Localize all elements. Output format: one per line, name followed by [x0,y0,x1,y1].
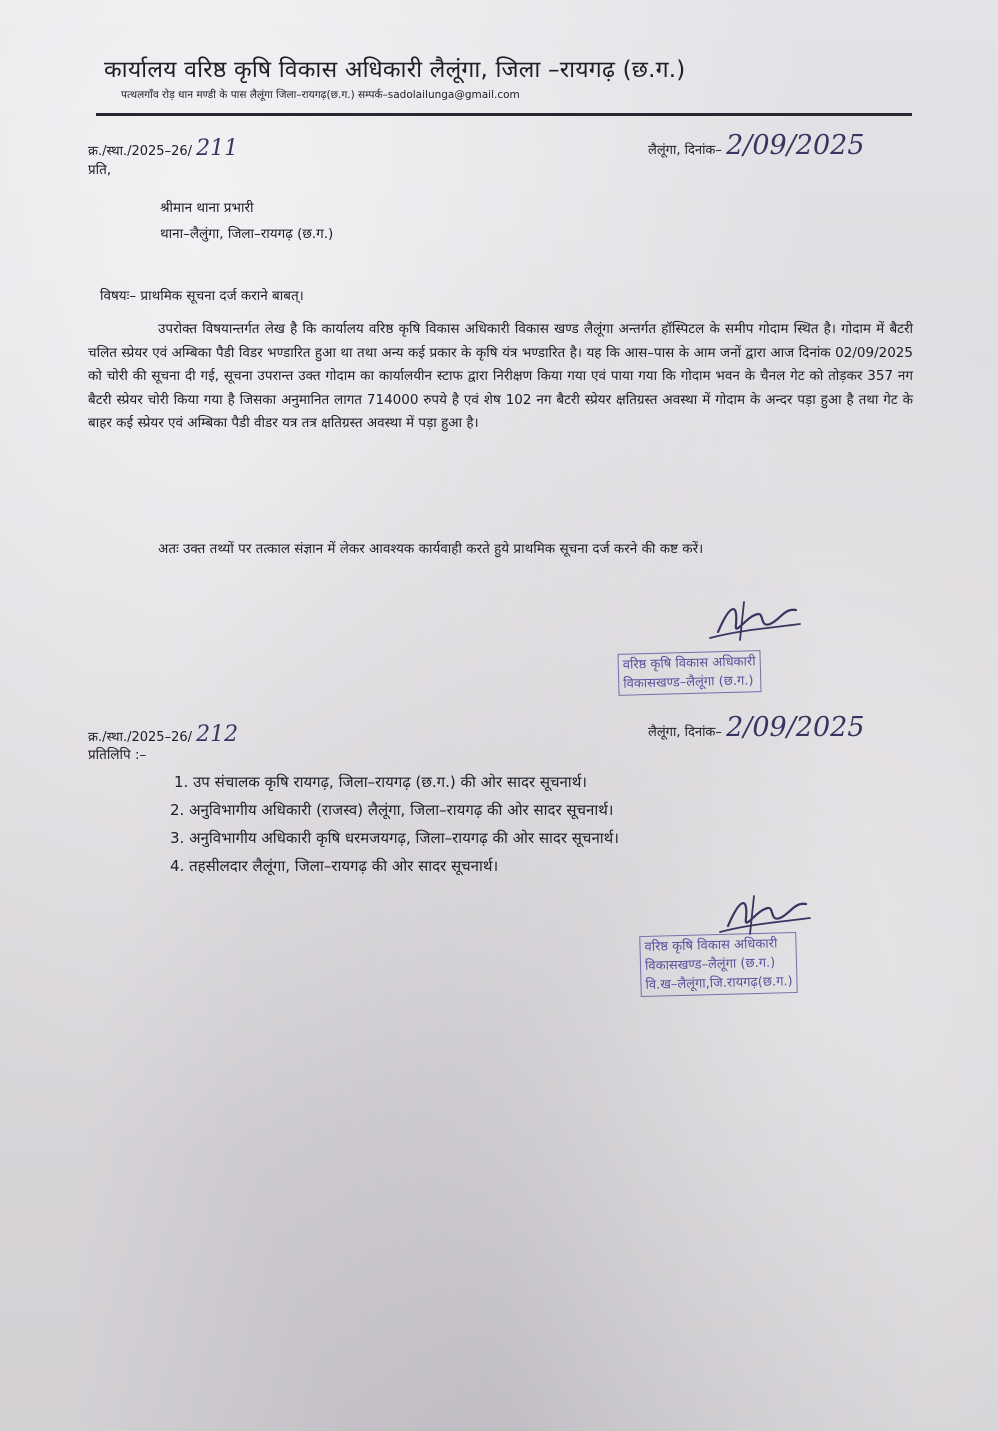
letter-reference [88,136,238,161]
copy-recipient-4: 4. तहसीलदार लैलूंगा, जिला–रायगढ़ की ओर सादर सूचनार्थ। [170,857,499,875]
to-label: प्रति, [88,162,112,178]
copy-reference-number-handwritten: 212 [196,722,239,747]
letter-place-date [648,130,865,161]
place-date-label: लैलूंगा, दिनांक– [648,143,722,158]
stamp-2-line-2: विकासखण्ड–लैलूंगा (छ.ग.) [644,955,776,974]
stamp-1-line-1: वरिष्ठ कृषि विकास अधिकारी [622,654,756,673]
reference-prefix: क्र./स्था./2025–26/ [88,144,192,159]
copy-recipient-1: 1. उप संचालक कृषि रायगढ़, जिला–रायगढ़ (छ.ग.) की ओर सादर सूचनार्थ। [174,773,587,791]
copy-recipient-2: 2. अनुविभागीय अधिकारी (राजस्व) लैलूंगा, जिला–रायगढ़ की ओर सादर सूचनार्थ। [170,801,614,819]
official-stamp-2 [639,932,798,997]
office-title: कार्यालय वरिष्ठ कृषि विकास अधिकारी लैलूंगा, जिला –रायगढ़ (छ.ग.) [104,57,686,83]
addressee-line-1: श्रीमान थाना प्रभारी [160,200,254,216]
copy-place-date-label: लैलूंगा, दिनांक– [648,725,722,740]
official-stamp-1 [617,650,761,696]
copy-reference [88,722,238,747]
date-handwritten: 2/09/2025 [726,130,865,161]
subject-line: विषयः– प्राथमिक सूचना दर्ज कराने बाबत्। [100,288,304,304]
stamp-1-line-2: विकासखण्ड–लैलूंगा (छ.ग.) [623,673,754,692]
stamp-2-line-3: वि.ख–लैलूंगा,जि.रायगढ़(छ.ग.) [645,974,793,993]
stamp-2-line-1: वरिष्ठ कृषि विकास अधिकारी [644,936,778,955]
copy-label: प्रतिलिपि :– [88,747,147,763]
body-paragraph-1: उपरोक्त विषयान्तर्गत लेख है कि कार्यालय वरिष्ठ कृषि विकास अधिकारी विकास खण्ड लैलूंगा अन्तर्गत हॉस्पिटल के समीप गोदाम स्थित है। गोदाम में बैटरी चलित स्प्रेयर एवं अम्बिका पैडी विडर भण्डारित हुआ था तथा अन्य कई प्रकार के कृषि यंत्र भण्डारित है। यह कि आस–पास के आम जनों द्वारा आज दिनांक 02/09/2025 को चोरी की सूचना दी गई, सूचना उपरान्त उक्त गोदाम का कार्यालयीन स्टाफ द्वारा निरीक्षण किया गया एवं पाया गया कि गोदाम भवन के चैनल गेट को तोड़कर 357 नग बैटरी स्प्रेयर चोरी किया गया है जिसका अनुमानित लागत 714000 रुपये है एवं शेष 102 नग बैटरी स्प्रेयर क्षतिग्रस्त अवस्था में गोदाम के अन्दर पड़ा हुआ है तथा गेट के बाहर कई स्प्रेयर एवं अम्बिका पैडी वीडर यत्र तत्र क्षतिग्रस्त अवस्था में पड़ा हुआ है। [88,321,913,432]
office-address-contact: पत्थलगाँव रोड़ धान मण्डी के पास लैलूंगा जिला–रायगढ़(छ.ग.) सम्पर्क–sadolailunga@gmail.com [121,89,520,101]
copy-date-handwritten: 2/09/2025 [726,712,865,743]
header-divider [96,113,912,116]
reference-number-handwritten: 211 [196,136,239,161]
signature-1 [700,594,810,650]
copy-place-date [648,712,865,743]
addressee-line-2: थाना–लैलुंगा, जिला–रायगढ़ (छ.ग.) [160,226,334,242]
copy-reference-prefix: क्र./स्था./2025–26/ [88,730,192,745]
copy-recipient-3: 3. अनुविभागीय अधिकारी कृषि धरमजयगढ़, जिला–रायगढ़ की ओर सादर सूचनार्थ। [170,829,619,847]
body-paragraph-2: अतः उक्त तथ्यों पर तत्काल संज्ञान में लेकर आवश्यक कार्यवाही करते हुये प्राथमिक सूचना दर्ज करने की कष्ट करें। [158,541,704,557]
